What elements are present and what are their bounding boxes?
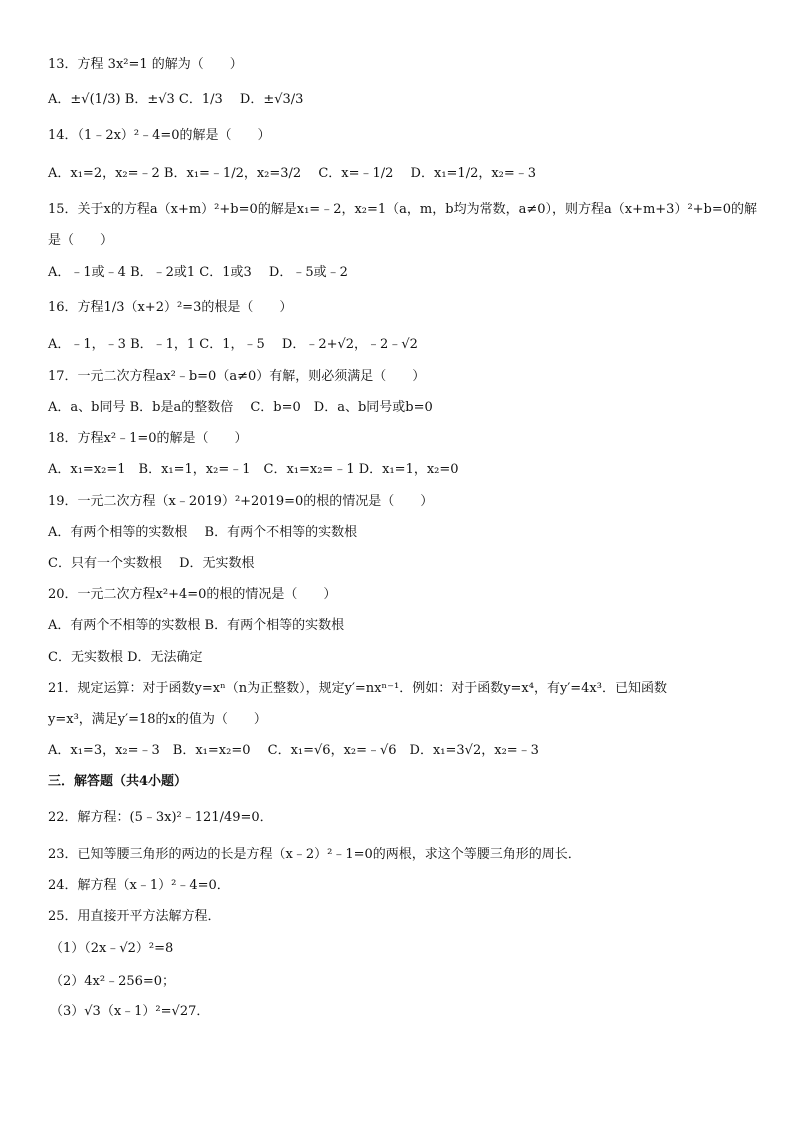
question-21: 21．规定运算：对于函数y=xⁿ（n为正整数），规定y′=nxⁿ⁻¹．例如：对于函数y=x⁴，有y′=4x³．已知函数 xyxy=(48,681,667,696)
question-20-options-cd: C．无实数根 D．无法确定 xyxy=(48,650,203,665)
question-23: 23．已知等腰三角形的两边的长是方程（x﹣2）²﹣1=0的两根，求这个等腰三角形的周长． xyxy=(48,847,581,862)
question-15-cont: 是（ ） xyxy=(48,233,114,248)
question-25-part-3: （3）√3（x﹣1）²=√27． xyxy=(50,1004,210,1019)
question-20-options-ab: A．有两个不相等的实数根 B．有两个相等的实数根 xyxy=(48,618,345,633)
question-13: 13．方程 3x²=1 的解为（ ） xyxy=(48,57,243,72)
question-18: 18．方程x²﹣1=0的解是（ ） xyxy=(48,431,248,446)
question-17-options: A．a、b同号 B．b是a的整数倍 C．b=0 D．a、b同号或b=0 xyxy=(48,400,433,415)
question-25-part-2: （2）4x²﹣256=0； xyxy=(50,974,176,989)
question-22: 22．解方程：(5﹣3x)²﹣121/49=0． xyxy=(48,810,273,825)
question-19-options-cd: C．只有一个实数根 D．无实数根 xyxy=(48,556,255,571)
question-13-options: A．±√(1/3) B．±√3 C．1/3 D．±√3/3 xyxy=(48,92,304,107)
question-24: 24．解方程（x﹣1）²﹣4=0． xyxy=(48,878,230,893)
question-14-options: A．x₁=2，x₂=﹣2 B．x₁=﹣1/2，x₂=3/2 C．x=﹣1/2 D．x₁=1/2，x₂=﹣3 xyxy=(48,166,537,181)
section-title: 三．解答题（共4小题） xyxy=(48,774,188,789)
question-25-part-1: （1）（2x﹣√2）²=8 xyxy=(50,941,174,956)
question-17: 17．一元二次方程ax²﹣b=0（a≠0）有解，则必须满足（ ） xyxy=(48,369,426,384)
question-15: 15．关于x的方程a（x+m）²+b=0的解是x₁=﹣2，x₂=1（a，m，b均为常数，a≠0），则方程a（x+m+3）²+b=0的解 xyxy=(48,202,758,217)
question-19-options-ab: A．有两个相等的实数根 B．有两个不相等的实数根 xyxy=(48,525,358,540)
question-18-options: A．x₁=x₂=1 B．x₁=1，x₂=﹣1 C．x₁=x₂=﹣1 D．x₁=1，x₂=0 xyxy=(48,462,459,477)
question-19: 19．一元二次方程（x﹣2019）²+2019=0的根的情况是（ ） xyxy=(48,494,434,509)
question-15-options: A．﹣1或﹣4 B．﹣2或1 C．1或3 D．﹣5或﹣2 xyxy=(48,265,348,280)
question-16: 16．方程1/3（x+2）²=3的根是（ ） xyxy=(48,300,293,315)
question-21-options: A．x₁=3，x₂=﹣3 B．x₁=x₂=0 C．x₁=√6，x₂=﹣√6 D．x₁=3√2，x₂=﹣3 xyxy=(48,743,539,758)
question-21-cont: y=x³，满足y′=18的x的值为（ ） xyxy=(48,712,267,727)
question-14: 14．（1﹣2x）²﹣4=0的解是（ ） xyxy=(48,128,271,143)
question-20: 20．一元二次方程x²+4=0的根的情况是（ ） xyxy=(48,587,337,602)
question-25: 25．用直接开平方法解方程． xyxy=(48,909,221,924)
question-16-options: A．﹣1，﹣3 B．﹣1，1 C．1，﹣5 D．﹣2+√2，﹣2﹣√2 xyxy=(48,337,418,352)
